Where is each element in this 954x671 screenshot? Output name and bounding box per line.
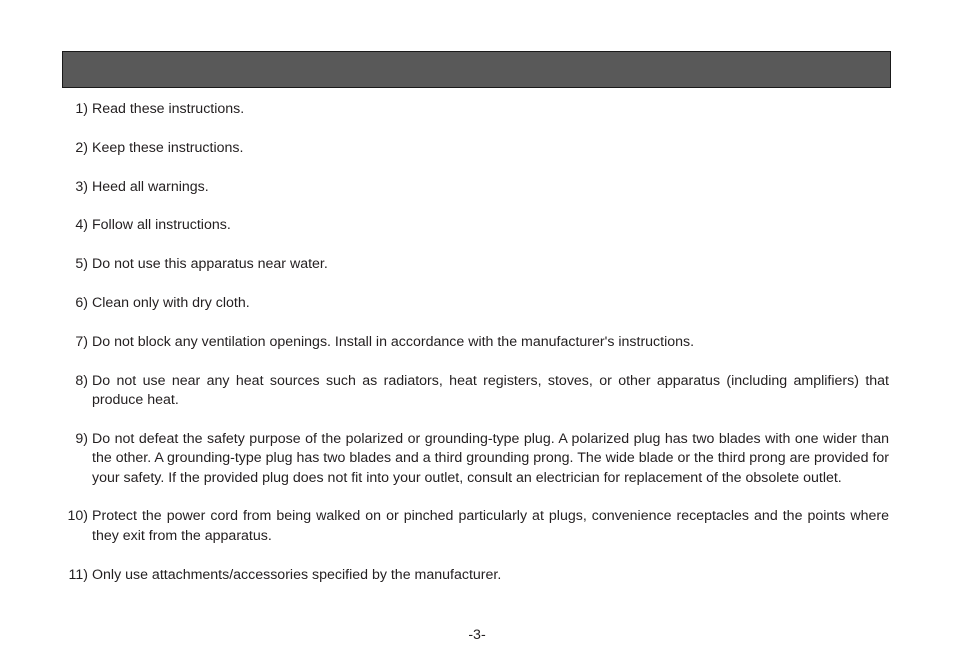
instruction-item xyxy=(62,430,889,488)
instruction-item xyxy=(62,255,889,274)
instruction-item xyxy=(62,216,889,235)
instruction-number: 1) xyxy=(75,101,88,117)
instruction-text: Protect the power cord from being walked on or pinched particularly at plugs, convenience receptacles and the points where they exit from the apparatus. xyxy=(92,508,889,544)
instruction-text: Do not defeat the safety purpose of the polarized or grounding-type plug. A polarized plug has two blades with one wider than the other. A grounding-type plug has two blades and a third grounding prong. The wide blade or the third prong are provided for your safety. If the provided plug does not fit into your outlet, consult an electrician for replacement of the obsolete outlet. xyxy=(92,430,889,486)
instruction-text: Only use attachments/accessories specified by the manufacturer. xyxy=(92,566,502,583)
instruction-item xyxy=(62,333,889,352)
instruction-number: 10) xyxy=(67,508,88,525)
section-header-bar xyxy=(62,51,891,88)
instruction-number: 9) xyxy=(75,430,88,447)
instruction-item xyxy=(62,139,889,158)
instruction-text: Do not use near any heat sources such as radiators, heat registers, stoves, or other apparatus (including amplifiers) that produce heat. xyxy=(92,372,889,408)
instruction-item xyxy=(62,294,889,313)
instruction-item xyxy=(62,178,889,197)
instruction-number: 11) xyxy=(68,566,88,583)
instruction-number: 8) xyxy=(75,372,88,389)
instruction-text: Heed all warnings. xyxy=(92,178,209,195)
instruction-text: Read these instructions. xyxy=(92,101,245,117)
instruction-number: 2) xyxy=(75,139,88,156)
instruction-number: 3) xyxy=(75,178,88,195)
instruction-item xyxy=(62,372,889,411)
instruction-text: Do not block any ventilation openings. Install in accordance with the manufacturer's instructions. xyxy=(92,333,695,350)
instruction-item xyxy=(62,100,889,119)
instruction-text: Do not use this apparatus near water. xyxy=(92,256,328,273)
safety-instructions-list xyxy=(62,100,889,604)
instruction-number: 6) xyxy=(75,294,88,311)
instruction-text: Clean only with dry cloth. xyxy=(92,294,250,311)
instruction-number: 4) xyxy=(75,217,88,234)
instruction-number: 7) xyxy=(75,333,88,350)
instruction-text: Follow all instructions. xyxy=(92,217,231,234)
instruction-item xyxy=(62,566,889,585)
instruction-number: 5) xyxy=(75,256,88,273)
instruction-item xyxy=(62,507,889,546)
page-number: -3- xyxy=(468,627,486,643)
instruction-text: Keep these instructions. xyxy=(92,139,244,156)
